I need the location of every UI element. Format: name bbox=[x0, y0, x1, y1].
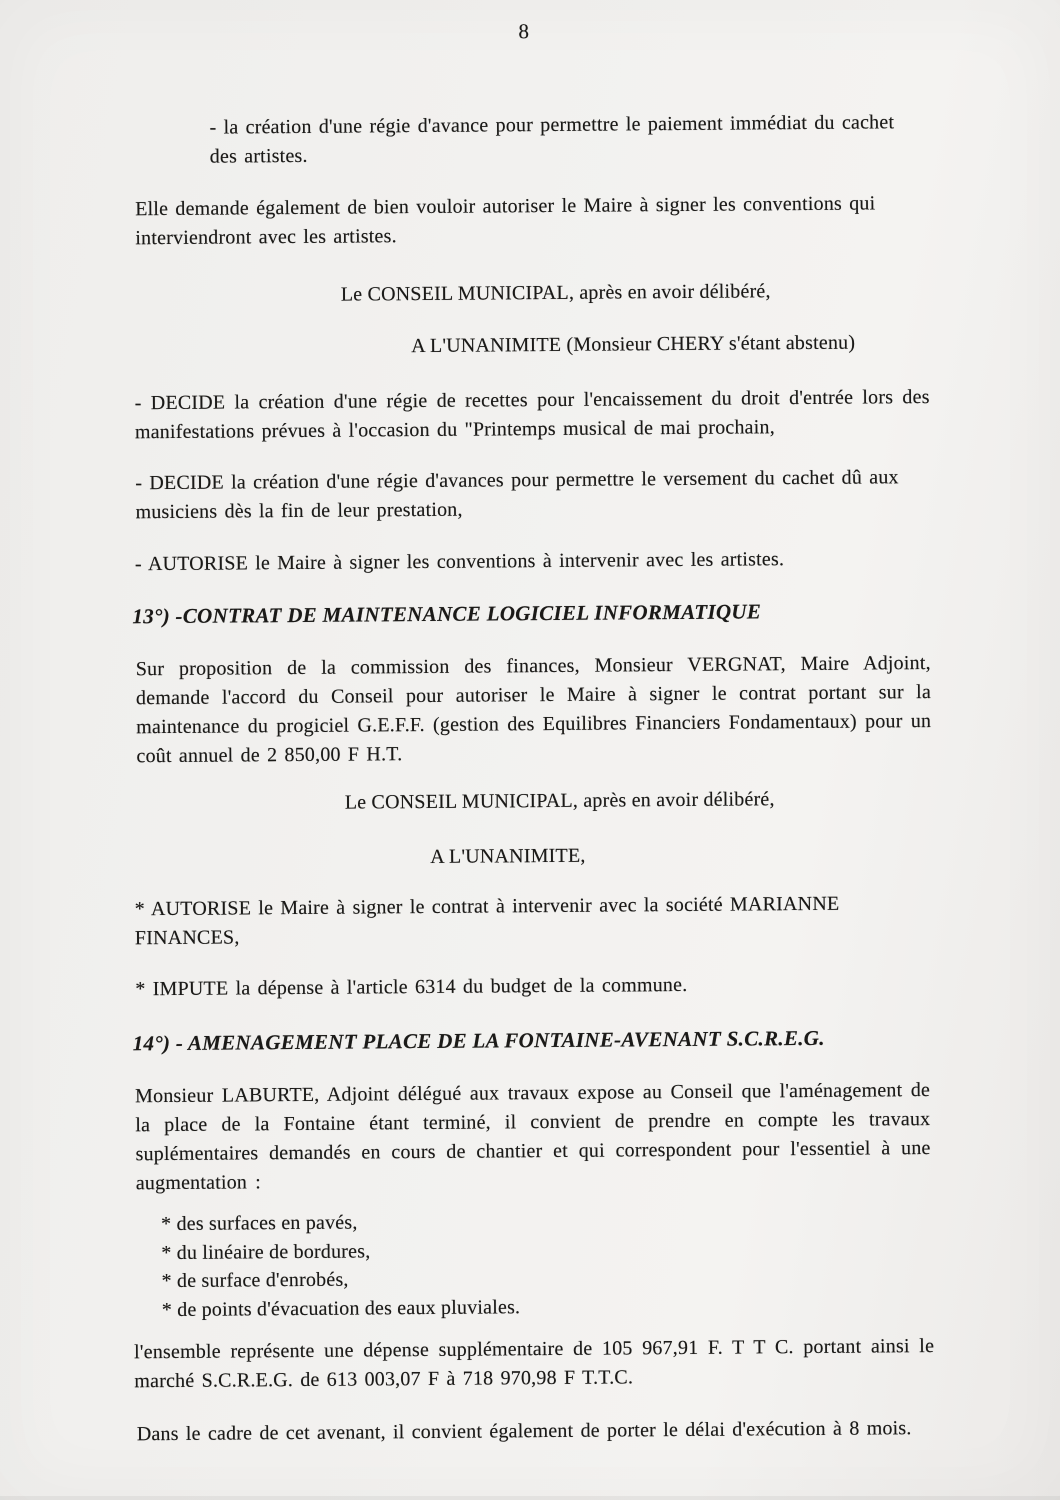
line-conseil-municipal-2: Le CONSEIL MUNICIPAL, après en avoir délibéré, bbox=[344, 788, 775, 814]
bullet-item-eaux-pluviales: * de points d'évacuation des eaux pluviales. bbox=[161, 1295, 521, 1321]
section-13-heading: 13°) -CONTRAT DE MAINTENANCE LOGICIEL INFORMATIQUE bbox=[132, 599, 762, 629]
line-unanimite-2: A L'UNANIMITE, bbox=[430, 844, 586, 868]
line-unanimite-chery: A L'UNANIMITE (Monsieur CHERY s'étant abstenu) bbox=[411, 331, 856, 358]
paragraph-depense-supplementaire: l'ensemble représente une dépense supplémentaire de 105 967,91 F. T T C. portant ainsi le marché S.C.R.E.G. de 613 003,07 F à 718 970,98 F T.T.C. bbox=[134, 1335, 935, 1393]
paragraph-impute-depense: * IMPUTE la dépense à l'article 6314 du budget de la commune. bbox=[135, 973, 688, 1001]
paragraph-decide-recettes: - DECIDE la création d'une régie de recettes pour l'encaissement du droit d'entrée lors des manifestations prévues à l'occasion du "Printemps musical de mai prochain, bbox=[134, 386, 930, 444]
page-number: 8 bbox=[518, 19, 530, 44]
bullet-list bbox=[161, 1207, 520, 1324]
paragraph-autorise-contrat: * AUTORISE le Maire à signer le contrat à intervenir avec la société MARIANNE FINANCES, bbox=[134, 892, 840, 950]
paragraph-proposition-finances: Sur proposition de la commission des finances, Monsieur VERGNAT, Maire Adjoint, demande l'accord du Conseil pour autoriser le Maire à signer le contrat portant sur la maintenance du progiciel G.E.F.F. (gestion des Equilibres Financiers Fondamentaux) pour un coût annuel de 2 850,00 F H.T. bbox=[135, 652, 932, 768]
line-conseil-municipal-1: Le CONSEIL MUNICIPAL, après en avoir délibéré, bbox=[340, 280, 771, 306]
section-14-heading: 14°) - AMENAGEMENT PLACE DE LA FONTAINE-AVENANT S.C.R.E.G. bbox=[132, 1025, 825, 1056]
paragraph-regie-avance: - la création d'une régie d'avance pour permettre le paiement immédiat du cachet des artistes. bbox=[209, 111, 895, 168]
paragraph-laburte-expose: Monsieur LABURTE, Adjoint délégué aux travaux expose au Conseil que l'aménagement de la place de la Fontaine étant terminé, il convient de prendre en compte les travaux suplémentaires demandés en cours de chantier et qui correspondent pour l'essentiel à une augmentation : bbox=[135, 1079, 931, 1195]
paragraph-autorise-conventions: - AUTORISE le Maire à signer les conventions à intervenir avec les artistes. bbox=[134, 548, 785, 576]
paragraph-delai-execution: Dans le cadre de cet avenant, il convient également de porter le délai d'exécution à 8 mois. bbox=[136, 1417, 912, 1446]
paragraph-decide-avances: - DECIDE la création d'une régie d'avances pour permettre le versement du cachet dû aux musiciens dès la fin de leur prestation, bbox=[135, 466, 899, 524]
bullet-item-bordures: * du linéaire de bordures, bbox=[161, 1239, 371, 1264]
bullet-item-paves: * des surfaces en pavés, bbox=[161, 1211, 358, 1236]
bullet-item-enrobes: * de surface d'enrobés, bbox=[161, 1268, 349, 1293]
paragraph-demande-conventions: Elle demande également de bien vouloir autoriser le Maire à signer les conventions qui interviendront avec les artistes. bbox=[135, 192, 876, 250]
